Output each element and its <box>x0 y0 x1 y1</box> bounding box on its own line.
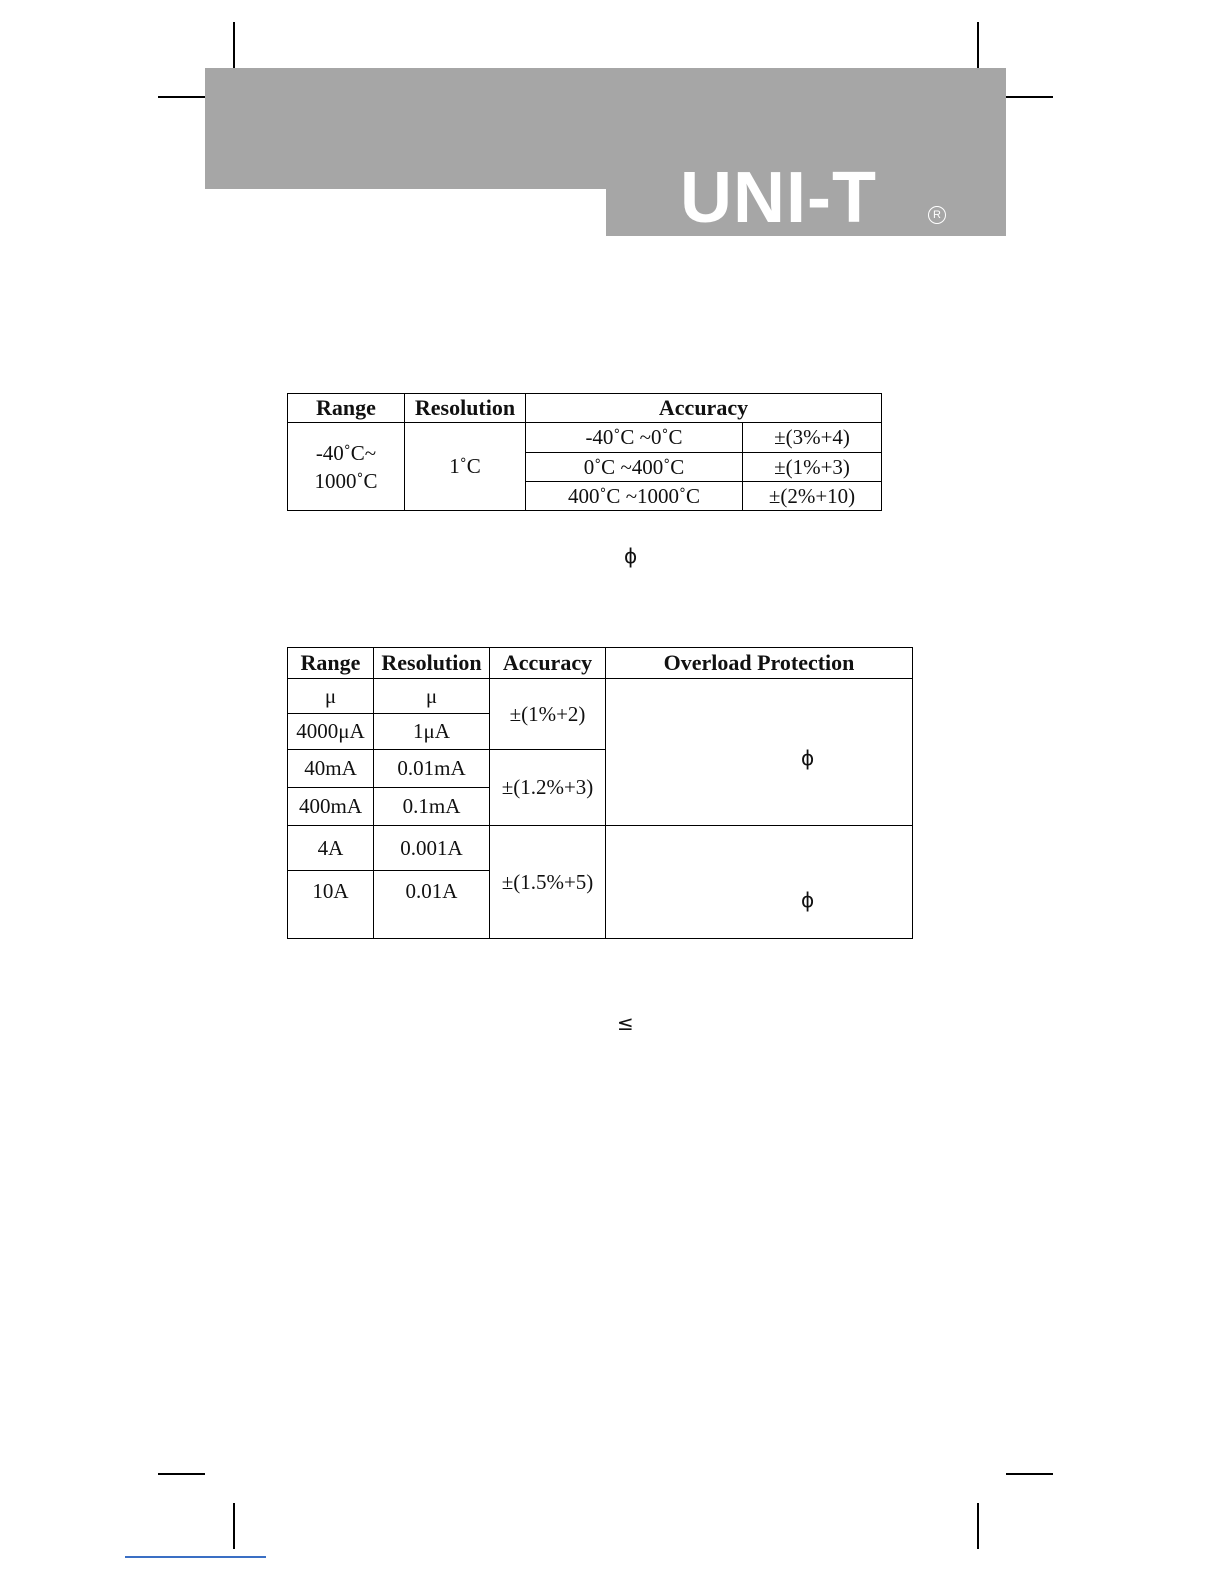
temp-range-cell: -40˚C~ 1000˚C <box>288 423 405 511</box>
overload-protection-high-range <box>606 826 913 939</box>
temp-sub-range: 0˚C ~400˚C <box>526 453 743 482</box>
protection-phi-symbol: ϕ <box>801 888 815 912</box>
current-range: μ <box>288 679 374 714</box>
current-resolution: 0.01mA <box>374 750 490 788</box>
temp-accuracy: ±(1%+3) <box>743 453 882 482</box>
crop-mark-bottom-right-vertical <box>977 1503 979 1549</box>
brand-logo: UNI-T <box>680 158 877 238</box>
current-header-overload-protection: Overload Protection <box>606 648 913 679</box>
header-band <box>205 68 1006 189</box>
current-range: 4000μA <box>288 714 374 750</box>
registered-mark: R <box>928 206 946 224</box>
crop-mark-top-right-horizontal <box>1006 96 1053 98</box>
temp-sub-range: -40˚C ~0˚C <box>526 423 743 453</box>
phi-symbol: ϕ <box>624 544 638 568</box>
temp-accuracy: ±(3%+4) <box>743 423 882 453</box>
protection-phi-symbol: ϕ <box>801 746 815 770</box>
current-accuracy-group-3: ±(1.5%+5) <box>490 826 606 939</box>
temp-accuracy: ±(2%+10) <box>743 482 882 511</box>
current-resolution: 1μA <box>374 714 490 750</box>
current-resolution: 0.01A <box>374 871 490 939</box>
overload-protection-low-range <box>606 679 913 826</box>
crop-mark-top-right-vertical <box>977 22 979 68</box>
current-resolution: μ <box>374 679 490 714</box>
footer-link-underline <box>125 1556 266 1558</box>
temp-header-range: Range <box>288 394 405 423</box>
current-header-accuracy: Accuracy <box>490 648 606 679</box>
temp-sub-range: 400˚C ~1000˚C <box>526 482 743 511</box>
temp-header-resolution: Resolution <box>405 394 526 423</box>
current-header-range: Range <box>288 648 374 679</box>
current-resolution: 0.001A <box>374 826 490 871</box>
current-range: 40mA <box>288 750 374 788</box>
crop-mark-top-left-horizontal <box>158 96 205 98</box>
current-accuracy-group-1: ±(1%+2) <box>490 679 606 750</box>
current-range: 400mA <box>288 788 374 826</box>
temperature-spec-table <box>287 393 882 511</box>
current-header-resolution: Resolution <box>374 648 490 679</box>
current-accuracy-group-2: ±(1.2%+3) <box>490 750 606 826</box>
temp-header-accuracy: Accuracy <box>526 394 882 423</box>
current-resolution: 0.1mA <box>374 788 490 826</box>
temp-resolution-cell: 1˚C <box>405 423 526 511</box>
current-range: 10A <box>288 871 374 939</box>
current-range: 4A <box>288 826 374 871</box>
crop-mark-bottom-left-vertical <box>233 1503 235 1549</box>
less-equal-symbol: ≤ <box>617 1011 634 1035</box>
crop-mark-bottom-right-horizontal <box>1006 1473 1053 1475</box>
crop-mark-bottom-left-horizontal <box>158 1473 205 1475</box>
crop-mark-top-left-vertical <box>233 22 235 68</box>
current-spec-table <box>287 647 913 939</box>
